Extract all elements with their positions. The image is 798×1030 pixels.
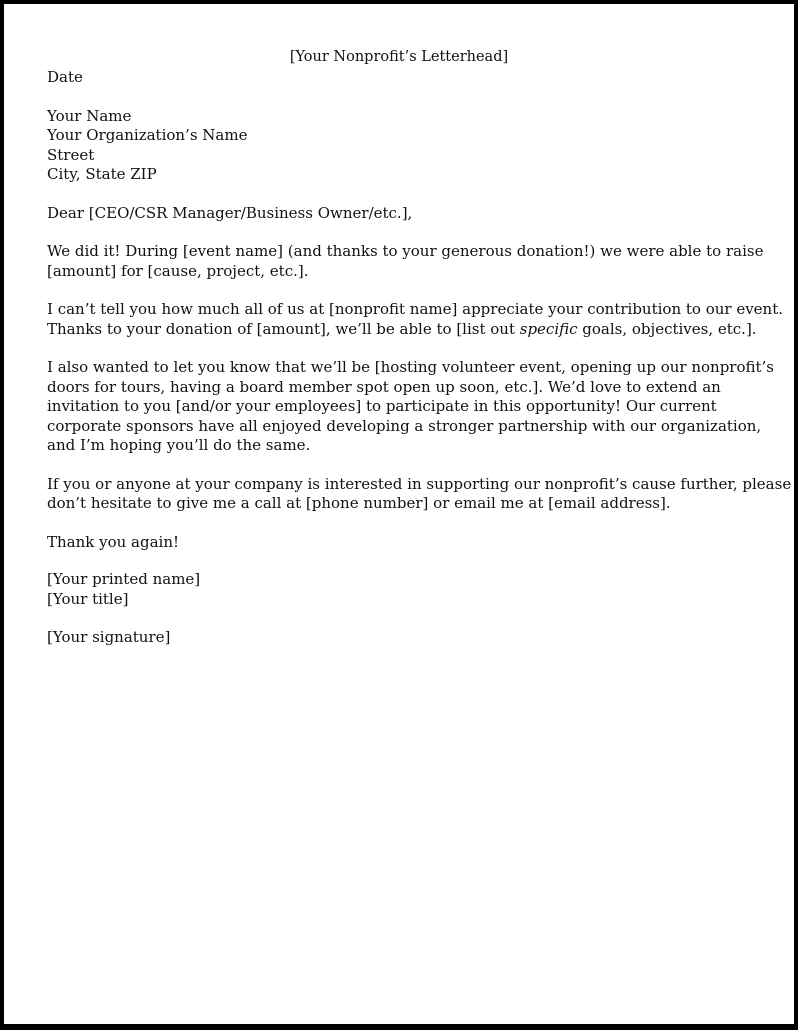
paragraph-4 xyxy=(47,474,792,514)
paragraph-line: don’t hesitate to give me a call at [phone number] or email me at [email address]. xyxy=(47,494,671,512)
letter-page xyxy=(4,4,794,1024)
emphasis-text: specific xyxy=(519,319,578,338)
paragraph-2 xyxy=(47,300,784,339)
sender-city-state-zip: City, State ZIP xyxy=(47,165,157,183)
paragraph-line xyxy=(47,320,759,340)
paragraph-1 xyxy=(47,242,764,281)
sender-address xyxy=(47,107,759,185)
letter-body xyxy=(47,68,792,648)
paragraph-text: goals, objectives, etc.]. xyxy=(577,319,757,338)
paragraph-line: doors for tours, having a board member spot open up soon, etc.]. We’d love to extend an xyxy=(47,377,721,396)
paragraph-text: Thanks to your donation of [amount], we’ll be able to [list out xyxy=(47,319,520,338)
paragraph-line: I also wanted to let you know that we’ll be [hosting volunteer event, opening up our nonprofit’s xyxy=(47,358,774,376)
signer-title: [Your title] xyxy=(47,589,129,608)
paragraph-line: and I’m hoping you’ll do the same. xyxy=(47,436,311,454)
sender-name: Your Name xyxy=(47,106,132,125)
closing: Thank you again! xyxy=(47,532,180,551)
paragraph-line: I can’t tell you how much all of us at [nonprofit name] appreciate your contribution to our event. xyxy=(47,300,784,318)
paragraph-line: corporate sponsors have all enjoyed developing a stronger partnership with our organization, xyxy=(47,416,762,435)
date-line: Date xyxy=(47,68,83,86)
paragraph-line: We did it! During [event name] (and thanks to your generous donation!) we were able to raise xyxy=(47,242,764,260)
signature-placeholder: [Your signature] xyxy=(47,628,171,646)
paragraph-line: invitation to you [and/or your employees] to participate in this opportunity! Our current xyxy=(47,397,717,415)
letterhead: [Your Nonprofit’s Letterhead] xyxy=(289,49,509,65)
sender-street: Street xyxy=(47,145,95,164)
paragraph-line: If you or anyone at your company is interested in supporting our nonprofit’s cause further, please xyxy=(47,474,792,493)
paragraph-3 xyxy=(47,358,774,456)
printed-name: [Your printed name] xyxy=(47,570,201,588)
paragraph-line: [amount] for [cause, project, etc.]. xyxy=(47,261,309,280)
signoff xyxy=(47,570,759,609)
sender-organization: Your Organization’s Name xyxy=(47,126,248,144)
salutation: Dear [CEO/CSR Manager/Business Owner/etc.], xyxy=(47,203,413,222)
